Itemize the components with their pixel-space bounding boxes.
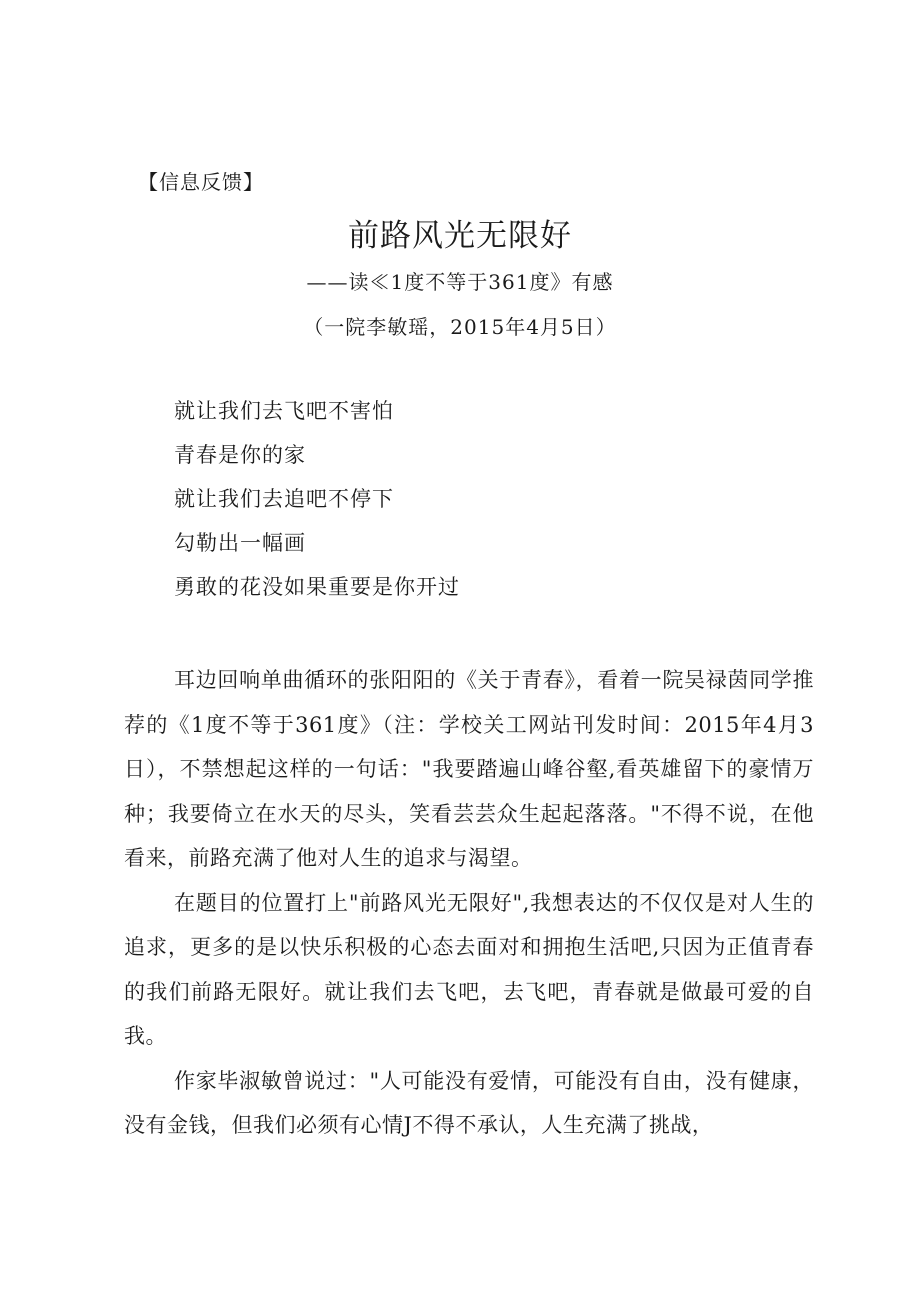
article-title: 前路风光无限好 [348, 218, 572, 254]
section-tag: 【信息反馈】 [138, 170, 264, 194]
poem-quote [174, 396, 460, 616]
body-paragraph: 在题目的位置打上"前路风光无限好",我想表达的不仅仅是对人生的追求，更多的是以快乐积极的心态去面对和拥抱生活吧,只因为正值青春的我们前路无限好。就让我们去飞吧，去飞吧，青春就是做最可爱的自我。 [124, 890, 814, 1048]
poem-line: 勇敢的花没如果重要是你开过 [174, 575, 460, 599]
article-body [124, 658, 814, 1148]
poem-line: 青春是你的家 [174, 443, 306, 467]
poem-line: 就让我们去飞吧不害怕 [174, 399, 394, 423]
body-paragraph: 作家毕淑敏曾说过："人可能没有爱情，可能没有自由，没有健康，没有金钱，但我们必须有心情J不得不承认，人生充满了挑战， [124, 1068, 814, 1137]
poem-line: 就让我们去追吧不停下 [174, 487, 394, 511]
article-subtitle: ——读≪1度不等于361度》有感 [306, 270, 614, 294]
poem-line: 勾勒出一幅画 [174, 531, 306, 555]
author-byline: （一院李敏瑶，2015年4月5日） [303, 315, 617, 339]
body-paragraph: 耳边回响单曲循环的张阳阳的《关于青春》，看着一院吴禄茵同学推荐的《1度不等于361度》（注：学校关工网站刊发时间：2015年4月3日），不禁想起这样的一句话："我要踏遍山峰谷壑,看英雄留下的豪情万种；我要倚立在水天的尽头，笑看芸芸众生起起落落。"不得不说，在他看来，前路充满了他对人生的追求与渴望。 [124, 668, 814, 870]
